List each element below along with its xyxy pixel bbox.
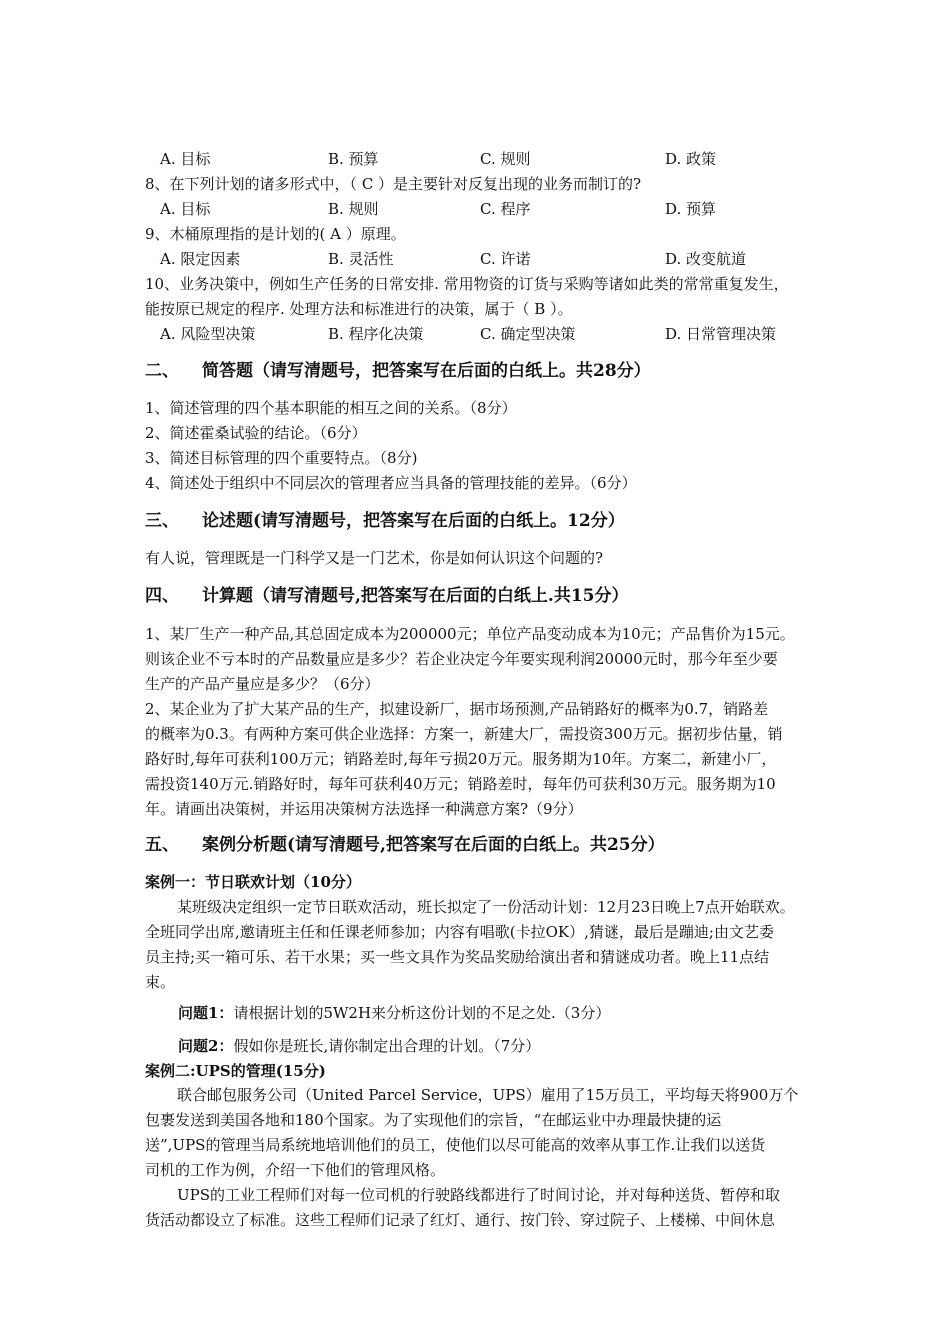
q7-options bbox=[160, 149, 800, 169]
q7-option-d: D. 政策 bbox=[665, 150, 717, 168]
section-4-line-8: 年。请画出决策树，并运用决策树方法选择一种满意方案?（9分） bbox=[145, 800, 583, 818]
q10-stem-line-1: 10、业务决策中，例如生产任务的日常安排. 常用物资的订货与采购等诸如此类的常常重复发生， bbox=[145, 275, 789, 293]
section-5-heading bbox=[145, 834, 665, 856]
section-4-heading bbox=[145, 585, 629, 607]
case-2-heading: 案例二:UPS的管理(15分) bbox=[145, 1062, 326, 1080]
section-2-item-2: 2、简述霍桑试验的结论。（6分） bbox=[145, 424, 367, 442]
q7-option-c: C. 规则 bbox=[480, 150, 531, 168]
case-1-question-1-text: 请根据计划的5W2H来分析这份计划的不足之处.（3分） bbox=[233, 1004, 611, 1022]
q9-option-b: B. 灵活性 bbox=[328, 250, 394, 268]
section-4-line-5: 的概率为0.3。有两种方案可供企业选择：方案一，新建大厂，需投资300万元。据初步估量，销 bbox=[145, 725, 783, 743]
q8-option-c: C. 程序 bbox=[480, 200, 531, 218]
section-4-line-4: 2、某企业为了扩大某产品的生产，拟建设新厂，据市场预测,产品销路好的概率为0.7，销路差 bbox=[145, 700, 769, 718]
section-4-number: 四、 bbox=[145, 586, 179, 606]
q8-stem: 8、在下列计划的诸多形式中，（ C ）是主要针对反复出现的业务而制订的? bbox=[145, 175, 642, 193]
q8-option-a: A. 目标 bbox=[160, 200, 211, 218]
case-2-line-1: 联合邮包服务公司（United Parcel Service，UPS）雇用了15万员工，平均每天将900万个 bbox=[177, 1086, 799, 1104]
case-1-question-2-text: 假如你是班长,请你制定出合理的计划。（7分） bbox=[233, 1037, 541, 1055]
section-4-line-6: 路好时,每年可获利100万元；销路差时,每年亏损20万元。服务期为10年。方案二，新建小厂， bbox=[145, 750, 777, 768]
case-1-question-1-label: 问题1： bbox=[178, 1004, 234, 1022]
q10-options bbox=[160, 324, 800, 344]
section-4-line-2: 则该企业不亏本时的产品数量应是多少？若企业决定今年要实现利润20000元时，那今年至少要 bbox=[145, 650, 778, 668]
section-3-number: 三、 bbox=[145, 511, 179, 531]
case-1-line-1: 某班级决定组织一定节日联欢活动，班长拟定了一份活动计划：12月23日晚上7点开始联欢。 bbox=[177, 898, 795, 916]
case-2-line-5: UPS的工业工程师们对每一位司机的行驶路线都进行了时间讨论，并对每种送货、暂停和取 bbox=[177, 1186, 781, 1204]
q8-options bbox=[160, 199, 800, 219]
case-1-line-2: 全班同学出席,邀请班主任和任课老师参加；内容有唱歌(卡拉OK）,猜谜，最后是蹦迪;由文艺委 bbox=[145, 923, 774, 941]
q10-option-c: C. 确定型决策 bbox=[480, 325, 576, 343]
case-1-line-3: 员主持;买一箱可乐、若干水果；买一些文具作为奖品奖励给演出者和猜谜成功者。晚上11点结 bbox=[145, 948, 770, 966]
section-2-item-1: 1、简述管理的四个基本职能的相互之间的关系。（8分） bbox=[145, 399, 517, 417]
case-1-question-2 bbox=[178, 1036, 540, 1056]
section-2-heading bbox=[145, 360, 651, 382]
case-1-question-2-label: 问题2： bbox=[178, 1037, 234, 1055]
q9-stem: 9、木桶原理指的是计划的( A ）原理。 bbox=[145, 225, 406, 243]
section-3-heading bbox=[145, 510, 625, 532]
q9-options bbox=[160, 249, 800, 269]
q7-option-b: B. 预算 bbox=[328, 150, 379, 168]
case-2-line-2: 包裹发送到美国各地和180个国家。为了实现他们的宗旨，“在邮运业中办理最快捷的运 bbox=[145, 1111, 722, 1129]
q9-option-a: A. 限定因素 bbox=[160, 250, 241, 268]
q10-stem-line-2: 能按原已规定的程序. 处理方法和标准进行的决策，属于（ B ）。 bbox=[145, 300, 573, 318]
section-2-item-4: 4、简述处于组织中不同层次的管理者应当具备的管理技能的差异。（6分） bbox=[145, 474, 637, 492]
section-5-number: 五、 bbox=[145, 835, 179, 855]
q8-option-d: D. 预算 bbox=[665, 200, 717, 218]
q7-option-a: A. 目标 bbox=[160, 150, 211, 168]
section-4-line-1: 1、某厂生产一种产品,其总固定成本为200000元；单位产品变动成本为10元；产品售价为15元。 bbox=[145, 625, 795, 643]
q10-option-a: A. 风险型决策 bbox=[160, 325, 256, 343]
section-5-title: 案例分析题(请写清题号,把答案写在后面的白纸上。共25分） bbox=[202, 835, 665, 855]
section-2-number: 二、 bbox=[145, 361, 179, 381]
section-2-title: 简答题（请写清题号，把答案写在后面的白纸上。共28分） bbox=[202, 361, 651, 381]
case-2-line-6: 货活动都设立了标准。这些工程师们记录了红灯、通行、按门铃、穿过院子、上楼梯、中间休息 bbox=[145, 1211, 776, 1229]
section-4-line-3: 生产的产品产量应是多少？（6分） bbox=[145, 675, 380, 693]
q8-option-b: B. 规则 bbox=[328, 200, 379, 218]
q9-option-d: D. 改变航道 bbox=[665, 250, 747, 268]
section-4-title: 计算题（请写清题号,把答案写在后面的白纸上.共15分） bbox=[202, 586, 629, 606]
case-1-question-1 bbox=[178, 1003, 610, 1023]
case-2-line-4: 司机的工作为例，介绍一下他们的管理风格。 bbox=[145, 1161, 446, 1179]
case-1-line-4: 束。 bbox=[145, 973, 176, 991]
q9-option-c: C. 许诺 bbox=[480, 250, 531, 268]
section-4-line-7: 需投资140万元.销路好时，每年可获利40万元；销路差时，每年仍可获利30万元。服务期为10 bbox=[145, 775, 776, 793]
section-2-item-3: 3、简述目标管理的四个重要特点。（8分) bbox=[145, 449, 418, 467]
q10-option-d: D. 日常管理决策 bbox=[665, 325, 777, 343]
section-3-title: 论述题(请写清题号，把答案写在后面的白纸上。12分） bbox=[202, 511, 625, 531]
q10-option-b: B. 程序化决策 bbox=[328, 325, 424, 343]
section-3-item-1: 有人说，管理既是一门科学又是一门艺术，你是如何认识这个问题的? bbox=[145, 549, 604, 567]
case-1-heading: 案例一：节日联欢计划（10分） bbox=[145, 873, 361, 891]
case-2-line-3: 送”,UPS的管理当局系统地培训他们的员工，使他们以尽可能高的效率从事工作.让我们以送货 bbox=[145, 1136, 766, 1154]
